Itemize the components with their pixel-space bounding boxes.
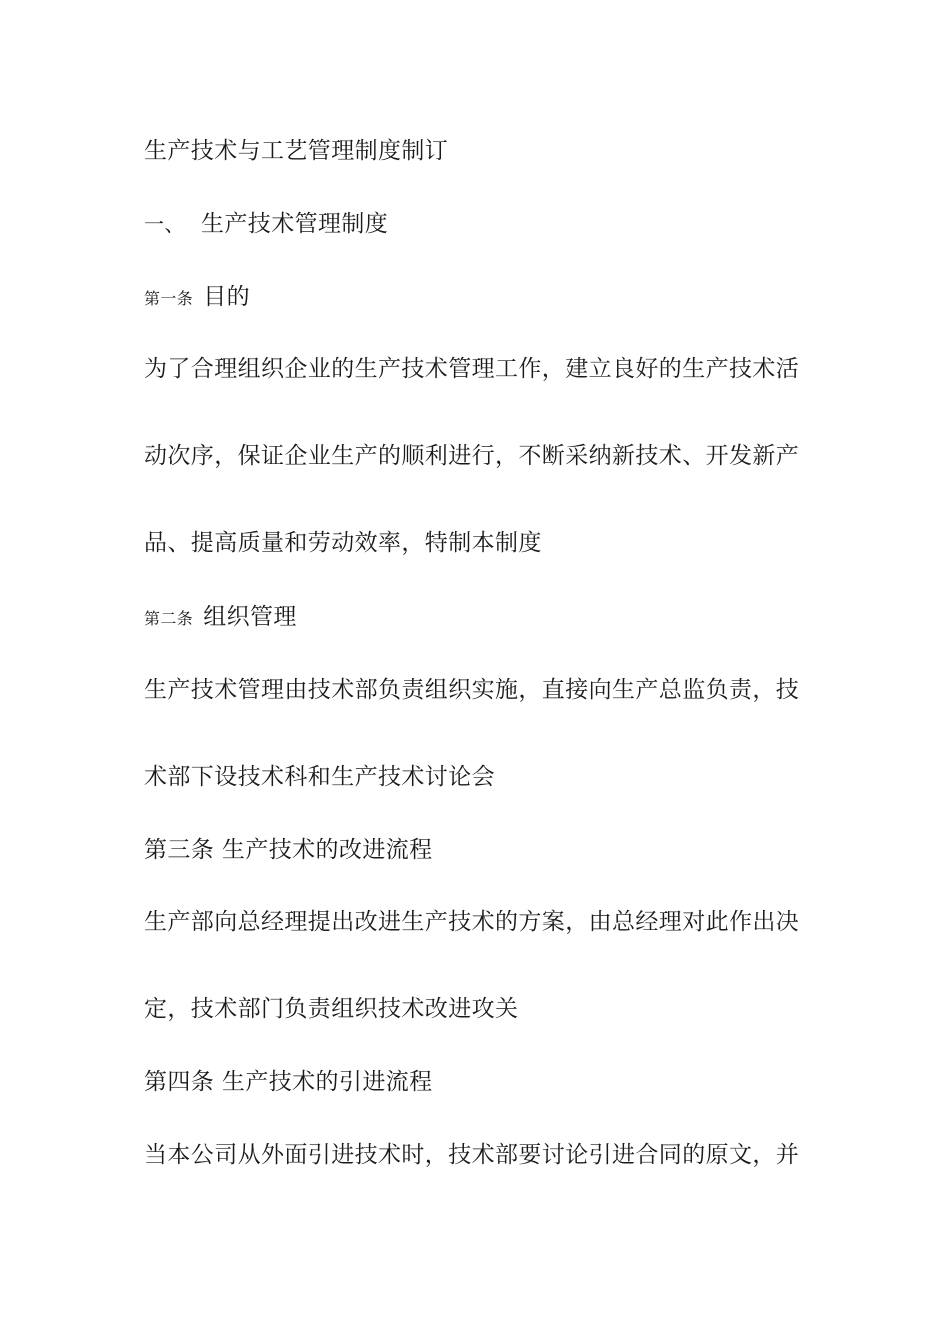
article-2-heading bbox=[144, 602, 297, 634]
article-3-paragraph-line: 定，技术部门负责组织技术改进攻关 bbox=[144, 996, 519, 1022]
section-title: 生产技术管理制度 bbox=[201, 211, 389, 237]
article-4-paragraph-line: 当本公司从外面引进技术时，技术部要讨论引进合同的原文，并 bbox=[144, 1142, 800, 1168]
article-3-label: 第三条 bbox=[144, 837, 215, 863]
article-4-heading bbox=[144, 1067, 433, 1097]
article-2-title: 组织管理 bbox=[203, 604, 297, 630]
article-1-paragraph-line: 为了合理组织企业的生产技术管理工作，建立良好的生产技术活 bbox=[144, 356, 800, 382]
document-title: 生产技术与工艺管理制度制订 bbox=[144, 138, 449, 164]
article-1-label: 第一条 bbox=[144, 289, 194, 308]
article-3-paragraph-line: 生产部向总经理提出改进生产技术的方案，由总经理对此作出决 bbox=[144, 909, 800, 935]
article-4-label: 第四条 bbox=[144, 1069, 215, 1095]
article-2-paragraph-line: 生产技术管理由技术部负责组织实施，直接向生产总监负责，技 bbox=[144, 677, 800, 703]
article-1-paragraph-line: 动次序，保证企业生产的顺利进行，不断采纳新技术、开发新产 bbox=[144, 443, 800, 469]
section-number: 一、 bbox=[144, 212, 185, 236]
article-3-heading bbox=[144, 835, 433, 865]
article-3-title: 生产技术的改进流程 bbox=[221, 837, 433, 863]
article-2-paragraph-line: 术部下设技术科和生产技术讨论会 bbox=[144, 764, 495, 790]
article-2-label: 第二条 bbox=[144, 609, 194, 628]
article-1-paragraph-line: 品、提高质量和劳动效率，特制本制度 bbox=[144, 530, 542, 556]
section-heading bbox=[144, 209, 388, 239]
article-1-title: 目的 bbox=[203, 284, 251, 310]
article-4-title: 生产技术的引进流程 bbox=[221, 1069, 433, 1095]
article-1-heading bbox=[144, 282, 250, 314]
